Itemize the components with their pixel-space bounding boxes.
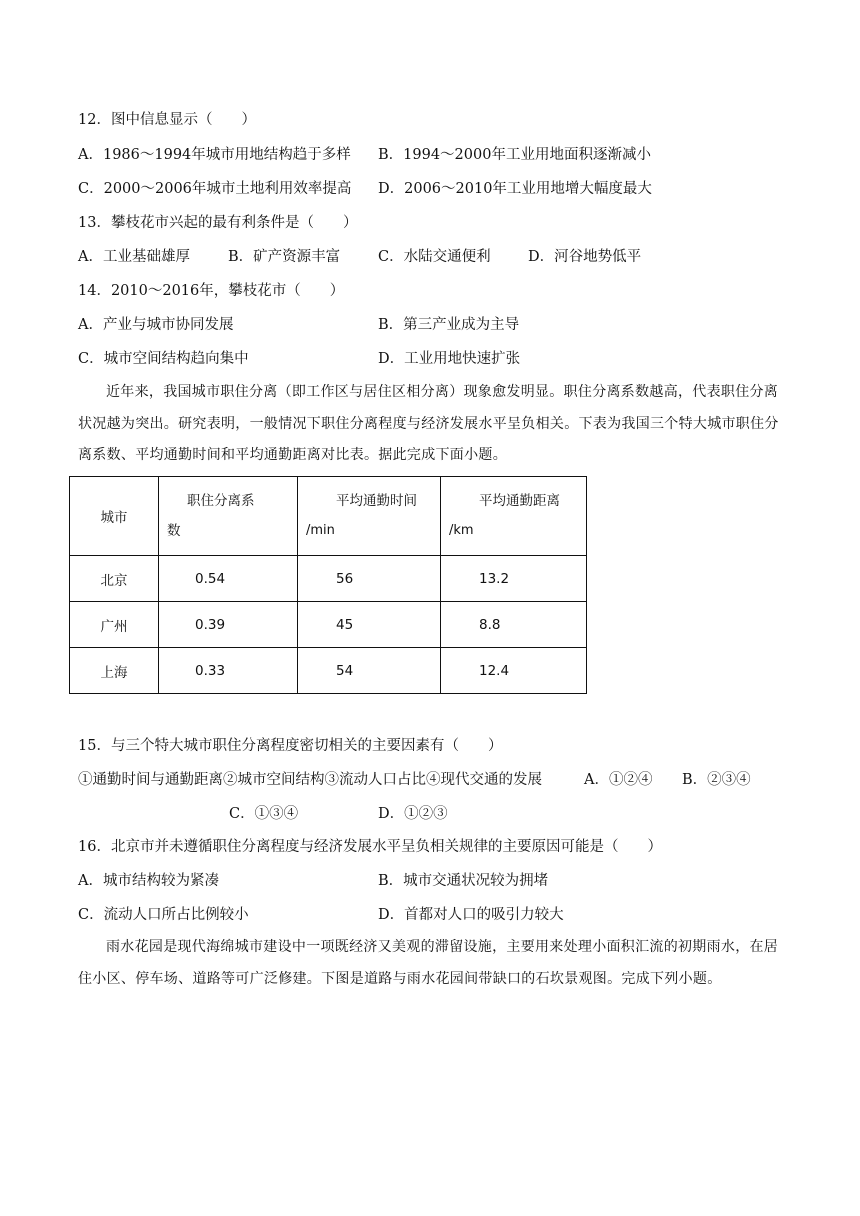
passage-commute <box>78 377 790 472</box>
question-15-stem: 15．与三个特大城市职住分离程度密切相关的主要因素有（ ） <box>78 738 503 754</box>
question-14-stem: 14．2010～2016年，攀枝花市（ ） <box>78 283 345 299</box>
cell-coefficient: 0.39 <box>159 602 298 648</box>
passage-rain-garden <box>78 932 790 995</box>
cell-coefficient: 0.54 <box>159 556 298 602</box>
header-commute-distance: 平均通勤距离 /km <box>441 477 587 556</box>
question-13-option-c[interactable]: C．水陆交通便利 <box>378 249 491 265</box>
question-12-option-d[interactable]: D．2006～2010年工业用地增大幅度最大 <box>378 181 652 197</box>
cell-coefficient: 0.33 <box>159 648 298 694</box>
passage-rain-garden-text: 雨水花园是现代海绵城市建设中一项既经济又美观的滞留设施，主要用来处理小面积汇流的初期雨水，在居住小区、停车场、道路等可广泛修建。下图是道路与雨水花园间带缺口的石坎景观图。完成下列小题。 <box>78 939 779 987</box>
question-13-stem: 13．攀枝花市兴起的最有利条件是（ ） <box>78 215 358 231</box>
question-16-option-a[interactable]: A．城市结构较为紧凑 <box>78 873 219 889</box>
question-12-stem: 12．图中信息显示（ ） <box>78 112 256 128</box>
question-15-items: ①通勤时间与通勤距离②城市空间结构③流动人口占比④现代交通的发展 <box>78 772 542 788</box>
table-row <box>70 602 587 648</box>
header-coefficient: 职住分离系 数 <box>159 477 298 556</box>
question-13-option-a[interactable]: A．工业基础雄厚 <box>78 249 190 265</box>
question-12-option-c[interactable]: C．2000～2006年城市土地利用效率提高 <box>78 181 352 197</box>
question-14-option-a[interactable]: A．产业与城市协同发展 <box>78 317 234 333</box>
question-12-option-b[interactable]: B．1994～2000年工业用地面积逐渐减小 <box>378 147 651 163</box>
question-15-option-d[interactable]: D．①②③ <box>378 806 448 822</box>
cell-city: 上海 <box>70 648 159 694</box>
question-16-option-b[interactable]: B．城市交通状况较为拥堵 <box>378 873 549 889</box>
table-row <box>70 556 587 602</box>
passage-commute-text: 近年来，我国城市职住分离（即工作区与居住区相分离）现象愈发明显。职住分离系数越高，代表职住分离状况越为突出。研究表明，一般情况下职住分离程度与经济发展水平呈负相关。下表为我国三个特大城市职住分离系数、平均通勤时间和平均通勤距离对比表。据此完成下面小题。 <box>78 384 779 463</box>
question-14-option-d[interactable]: D．工业用地快速扩张 <box>378 351 521 367</box>
table-header-row <box>70 477 587 556</box>
question-15-option-b[interactable]: B．②③④ <box>682 772 751 788</box>
cell-commute-distance: 13.2 <box>441 556 587 602</box>
commute-comparison-table <box>69 476 587 694</box>
question-13-option-b[interactable]: B．矿产资源丰富 <box>228 249 341 265</box>
question-16-option-c[interactable]: C．流动人口所占比例较小 <box>78 907 249 923</box>
question-14-option-b[interactable]: B．第三产业成为主导 <box>378 317 520 333</box>
cell-commute-time: 45 <box>298 602 441 648</box>
question-15-option-a[interactable]: A．①②④ <box>584 772 653 788</box>
question-13-option-d[interactable]: D．河谷地势低平 <box>528 249 642 265</box>
header-commute-time: 平均通勤时间 /min <box>298 477 441 556</box>
cell-commute-distance: 12.4 <box>441 648 587 694</box>
cell-commute-time: 56 <box>298 556 441 602</box>
cell-commute-distance: 8.8 <box>441 602 587 648</box>
table-row <box>70 648 587 694</box>
question-16-option-d[interactable]: D．首都对人口的吸引力较大 <box>378 907 564 923</box>
question-15-option-c[interactable]: C．①③④ <box>229 806 299 822</box>
question-16-stem: 16．北京市并未遵循职住分离程度与经济发展水平呈负相关规律的主要原因可能是（ ） <box>78 839 662 855</box>
cell-commute-time: 54 <box>298 648 441 694</box>
question-14-option-c[interactable]: C．城市空间结构趋向集中 <box>78 351 249 367</box>
header-city: 城市 <box>70 477 159 556</box>
question-12-option-a[interactable]: A．1986～1994年城市用地结构趋于多样 <box>78 147 351 163</box>
cell-city: 广州 <box>70 602 159 648</box>
cell-city: 北京 <box>70 556 159 602</box>
